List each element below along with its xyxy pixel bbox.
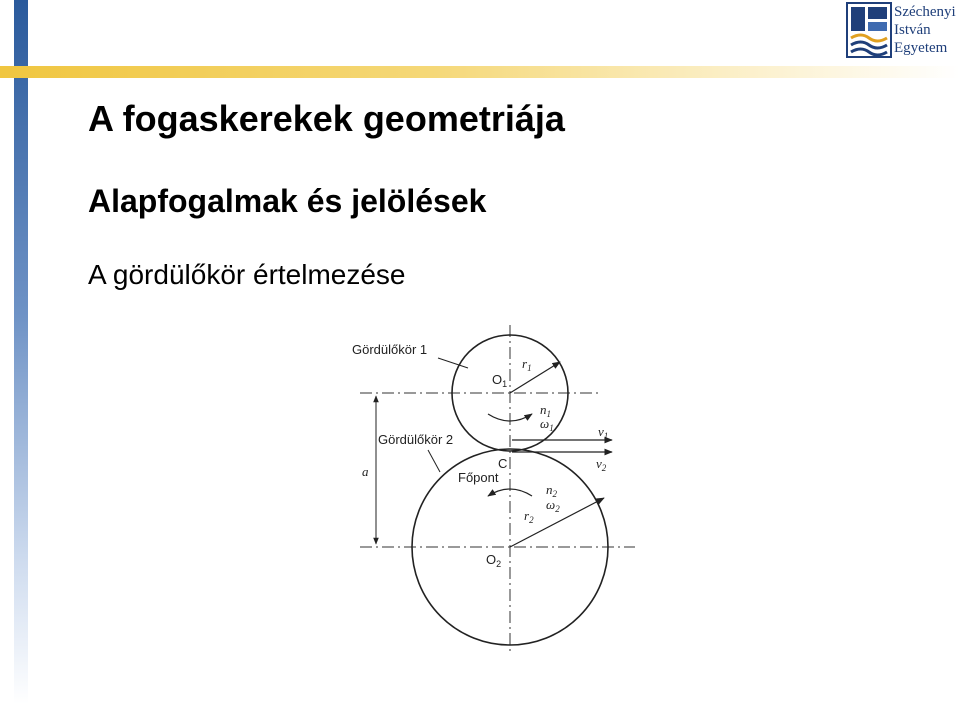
university-logo: [846, 2, 958, 60]
label-pitch-point: Főpont: [458, 470, 499, 485]
label-r1: $r_1$: [522, 356, 532, 373]
logo-text: [894, 3, 956, 57]
label-r2: $r_2$: [524, 508, 534, 525]
logo-line-2: István: [894, 22, 931, 38]
label-c: C: [498, 456, 508, 471]
left-accent-bar: [14, 0, 28, 704]
label-omega1: $\omega_1$: [540, 416, 554, 433]
logo-line-3: Egyetem: [894, 40, 948, 56]
label-v2: $v_2$: [596, 456, 607, 473]
label-o1: $O_1$: [492, 372, 508, 389]
label-a: a: [362, 464, 369, 479]
slide-title: A fogaskerekek geometriája: [88, 98, 565, 139]
pitch-circle-diagram: [340, 320, 640, 660]
university-emblem-icon: [846, 2, 892, 58]
label-o2: $O_2$: [486, 552, 502, 569]
label-n2: $n_2$: [546, 482, 557, 499]
label-n1: $n_1$: [540, 402, 551, 419]
radius-r1: [510, 362, 560, 393]
leader-circle-2: [428, 450, 440, 472]
logo-line-1: Széchenyi: [894, 4, 956, 20]
label-circle-2: Gördülőkör 2: [378, 432, 454, 447]
slide-caption: A gördülőkör értelmezése: [88, 259, 406, 290]
label-circle-1: Gördülőkör 1: [352, 342, 428, 357]
label-omega2: $\omega_2$: [546, 497, 560, 514]
top-accent-bar: [0, 66, 960, 78]
slide-subtitle: Alapfogalmak és jelölések: [88, 183, 487, 219]
label-v1: $v_1$: [598, 424, 609, 441]
